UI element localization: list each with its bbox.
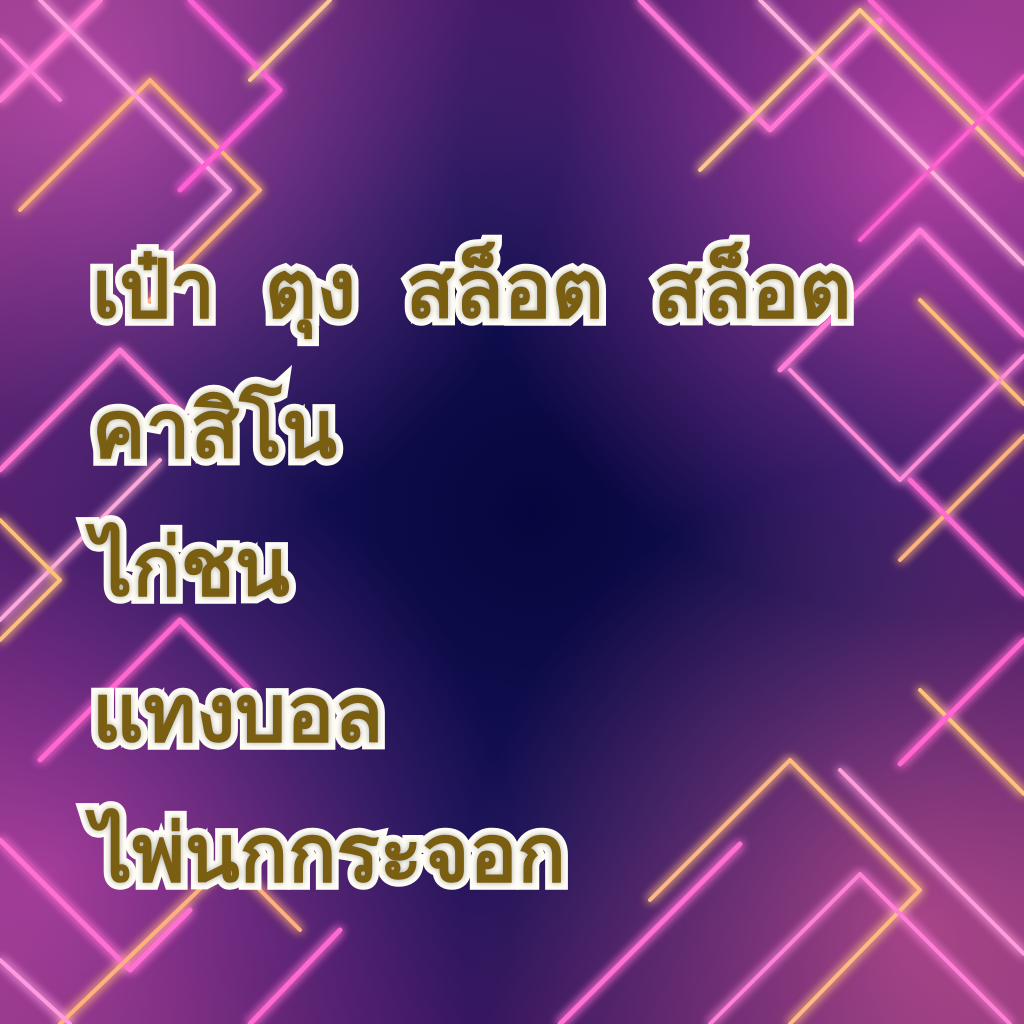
headline-line-1: เป๋า ตุง สล็อต สล็อต <box>92 243 852 336</box>
headline-line-5: ไพ่นกกระจอก <box>92 807 566 900</box>
headline-line-4: แทงบอล <box>92 667 384 760</box>
headline-line-2: คาสิโน <box>92 383 337 476</box>
headline-line-3: ไก่ชน <box>92 521 290 614</box>
